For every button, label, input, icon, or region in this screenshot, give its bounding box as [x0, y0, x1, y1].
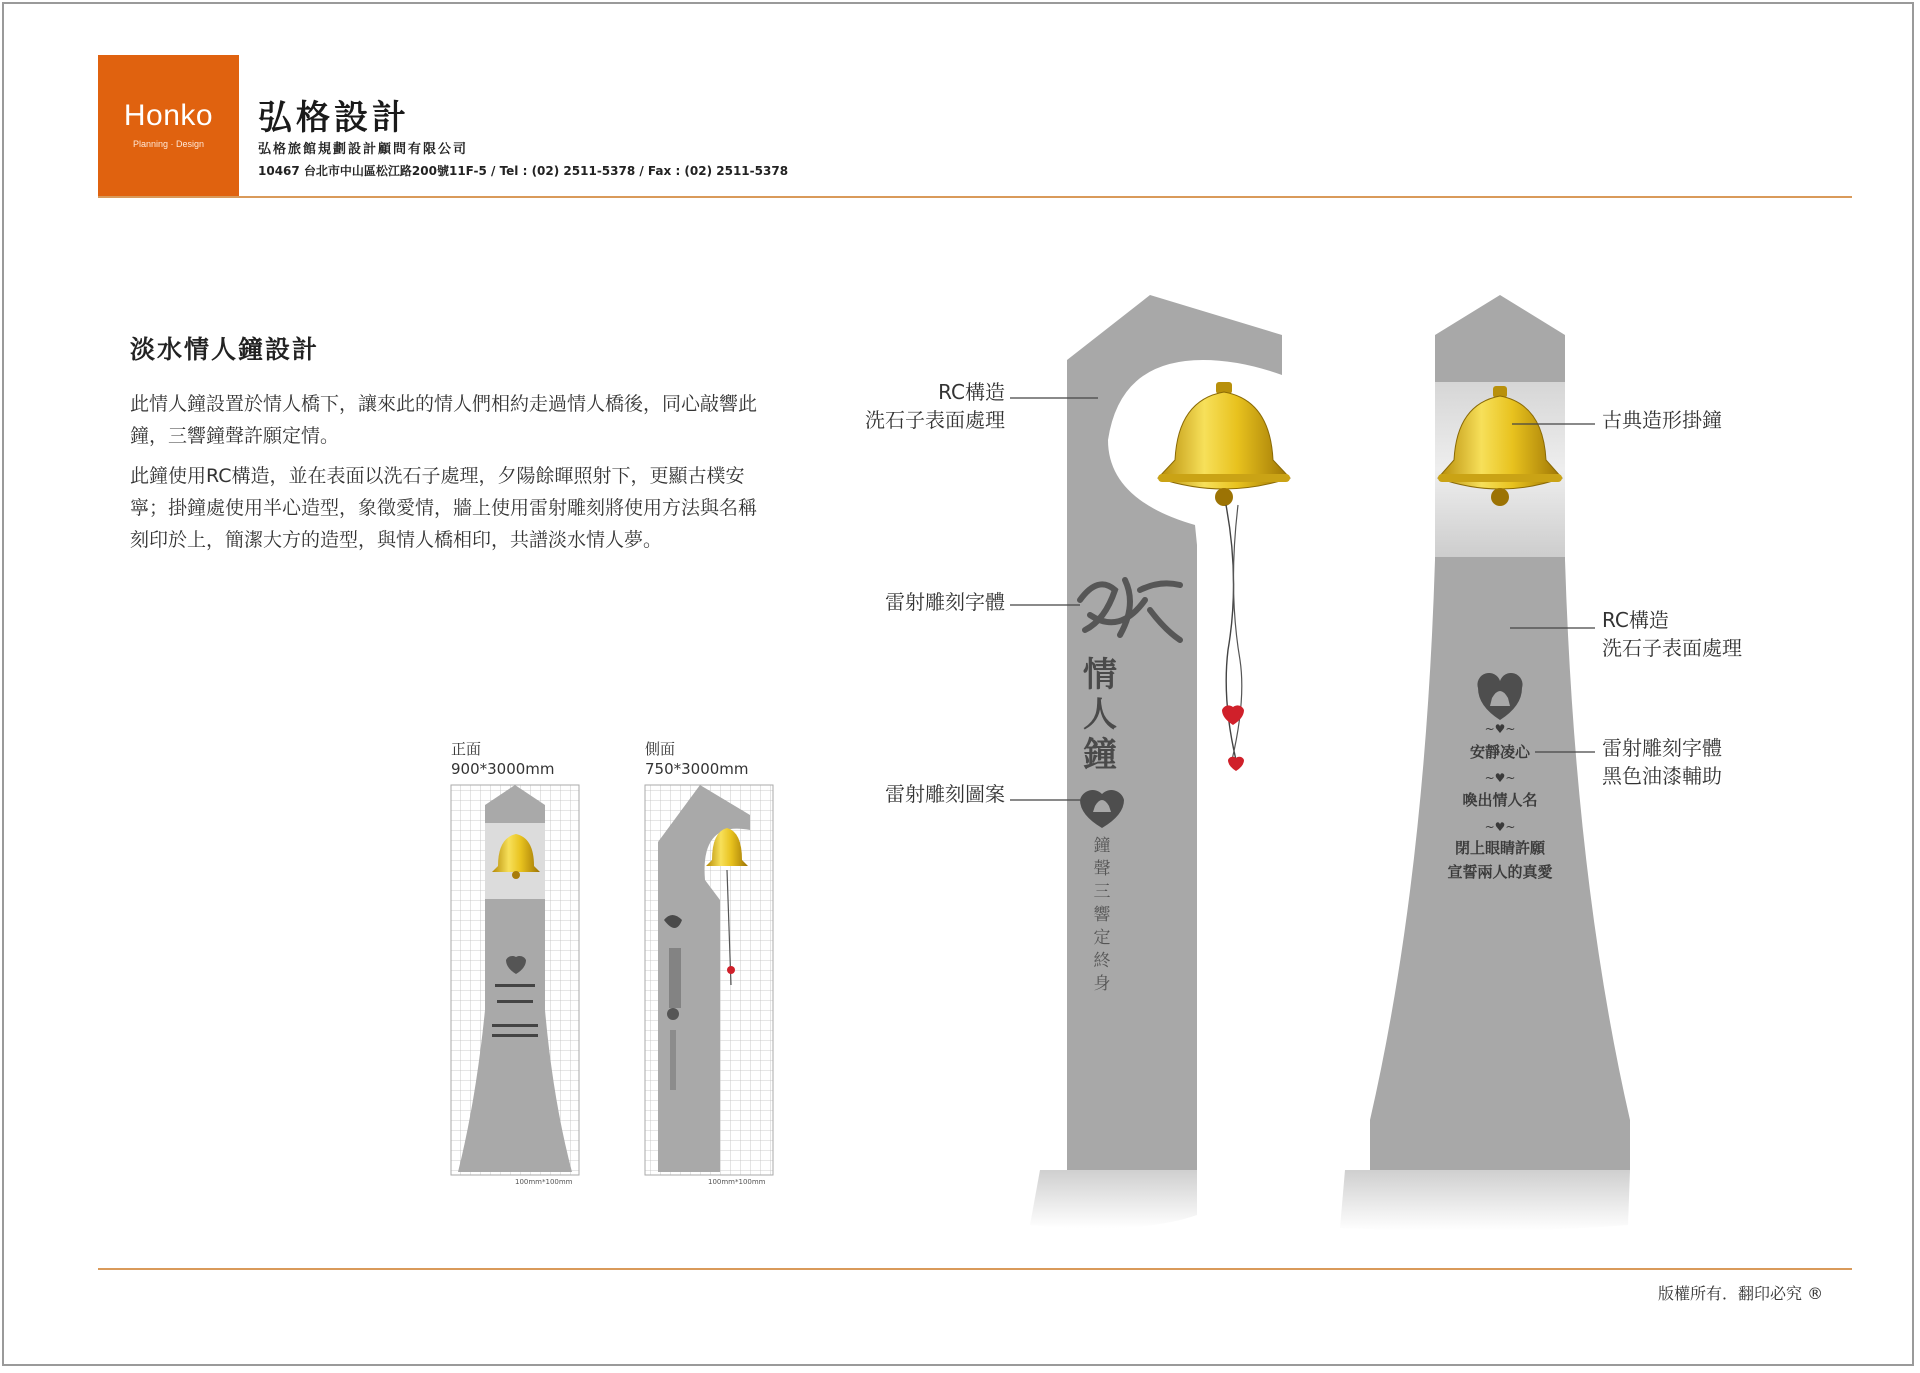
engraved-char: 身	[1093, 974, 1111, 994]
callout-side-rc	[865, 378, 1005, 434]
callout-line: 雷射雕刻字體	[1602, 736, 1722, 760]
side-bell	[1158, 382, 1290, 506]
side-pillar-large	[1010, 295, 1290, 1228]
engraved-char: 人	[1083, 695, 1117, 735]
engraved-char: 聲	[1093, 859, 1111, 879]
callout-front-rc	[1602, 606, 1742, 662]
company-full-name: 弘格旅館規劃設計顧問有限公司	[258, 142, 469, 157]
side-view-label: 側面	[645, 740, 676, 758]
side-engraved-motto	[1090, 835, 1114, 996]
callout-line: 洗石子表面處理	[865, 408, 1005, 432]
engraved-char: 鐘	[1093, 836, 1111, 856]
side-spec-drawing	[645, 785, 773, 1175]
company-address: 10467 台北市中山區松江路200號11F-5 / Tel : (02) 2511-5378 / Fax : (02) 2511-5378	[258, 164, 789, 178]
engraved-char: 響	[1093, 905, 1111, 925]
side-pillar-shadow	[1030, 1170, 1197, 1228]
front-engraved-text	[1420, 740, 1580, 884]
front-view-label: 正面	[451, 740, 482, 758]
engraved-char: 鐘	[1083, 735, 1117, 775]
front-pillar-shadow	[1340, 1170, 1630, 1231]
engraved-char: 三	[1093, 882, 1111, 902]
logo-tagline: Planning · Design	[132, 139, 205, 149]
callout-side-laser-font: 雷射雕刻字體	[885, 590, 1005, 614]
company-name: 弘格設計	[258, 98, 410, 138]
callout-front-bell: 古典造形掛鐘	[1602, 408, 1722, 432]
callout-line: RC構造	[1602, 608, 1669, 632]
description-paragraph-1: 此情人鐘設置於情人橋下，讓來此的情人們相約走過情人橋後，同心敲響此鐘，三響鐘聲許願定情。	[130, 393, 758, 447]
callout-side-laser-pattern: 雷射雕刻圖案	[885, 782, 1005, 806]
side-engraved-name	[1080, 655, 1120, 775]
engraved-char: 終	[1093, 951, 1111, 971]
callout-line: RC構造	[938, 380, 1005, 404]
engraved-line: 宣誓兩人的真愛	[1447, 863, 1553, 881]
description-paragraph-2: 此鐘使用RC構造，並在表面以洗石子處理，夕陽餘暉照射下，更顯古樸安寧；掛鐘處使用半心造型，象徵愛情，牆上使用雷射雕刻將使用方法與名稱刻印於上，簡潔大方的造型，與情人橋相印，共譜淡水情人夢。	[130, 465, 758, 551]
front-grid-scale: 100mm*100mm	[515, 1178, 573, 1186]
footer-rule	[98, 1268, 1852, 1270]
page-title: 淡水情人鐘設計	[130, 335, 320, 364]
ornament-1: ~♥~	[1484, 722, 1516, 736]
callout-line: 洗石子表面處理	[1602, 636, 1742, 660]
front-view-dimensions: 900*3000mm	[451, 760, 555, 778]
side-grid-scale: 100mm*100mm	[708, 1178, 766, 1186]
engraved-line: 閉上眼睛許願	[1454, 839, 1545, 857]
engraved-char: 定	[1093, 928, 1111, 948]
engraved-line: 喚出情人名	[1462, 791, 1538, 809]
rope-heart-1	[1222, 705, 1244, 725]
engraved-char: 情	[1083, 655, 1117, 695]
ornament-2: ~♥~	[1484, 771, 1516, 785]
side-view-dimensions: 750*3000mm	[645, 760, 749, 778]
logo-wordmark: Honko	[123, 99, 214, 132]
engraved-line: 安靜凌心	[1469, 743, 1530, 761]
ornament-3: ~♥~	[1484, 820, 1516, 834]
callout-front-laser	[1602, 734, 1722, 790]
copyright-notice: 版權所有．翻印必究 ®	[1658, 1284, 1824, 1303]
front-spec-drawing	[451, 785, 579, 1175]
rope-heart-2	[1228, 757, 1244, 771]
callout-line: 黑色油漆輔助	[1602, 764, 1722, 788]
